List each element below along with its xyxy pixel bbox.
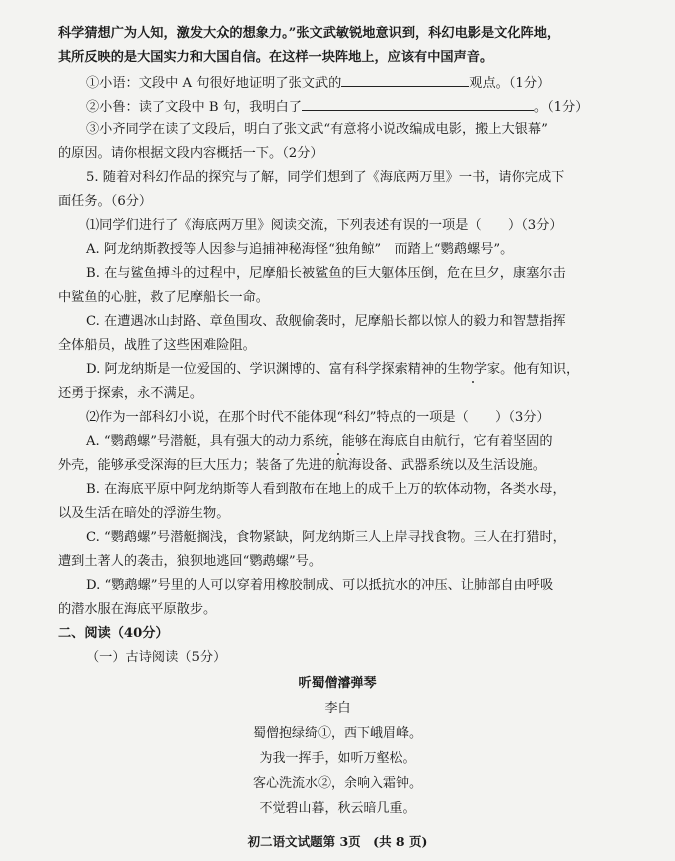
subquestion-1-option-d-line-2: 还勇于探索，永不满足。: [58, 386, 204, 401]
question-5-line-2: 面任务。（6分）: [58, 194, 153, 209]
subquestion-1: ⑴同学们进行了《海底两万里》阅读交流，下列表述有误的一项是（ ）（3分）: [86, 218, 563, 233]
print-speck: [337, 453, 339, 455]
poem-title: 听蜀僧濬弹琴: [298, 676, 377, 691]
subquestion-1-option-c-line-2: 全体船员，战胜了这些困难险阻。: [58, 338, 256, 353]
subquestion-2-option-a-line-1: A. “鹦鹉螺”号潜艇，具有强大的动力系统，能够在海底自由航行，它有着坚固的: [86, 434, 553, 449]
question-3-line-2: 的原因。请你根据文段内容概括一下。（2分）: [58, 146, 324, 161]
question-1-prompt: ①小语：文段中 A 句很好地证明了张文武的: [86, 76, 342, 91]
question-2: [86, 96, 675, 118]
subquestion-2-option-c-line-1: C. “鹦鹉螺”号潜艇搁浅，食物紧缺，阿龙纳斯三人上岸寻找食物。三人在打猎时，: [86, 530, 566, 545]
section-heading-reading: 二、阅读（40分）: [58, 626, 169, 641]
page-footer: 初二语文试题第 3页 (共 8 页): [247, 834, 428, 849]
subsection-heading-poetry: （一）古诗阅读（5分）: [86, 650, 227, 665]
subquestion-2-option-d-line-2: 的潜水服在海底平原散步。: [58, 602, 217, 617]
subquestion-1-option-d-line-1: D. 阿龙纳斯是一位爱国的、学识渊博的、富有科学探索精神的生物学家。他有知识，: [86, 362, 580, 377]
poem-line-4: 不觉碧山暮，秋云暗几重。: [259, 801, 416, 816]
intro-line-2: 其所反映的是大国实力和大国自信。在这样一块阵地上，应该有中国声音。: [58, 50, 494, 65]
print-speck: [472, 381, 474, 383]
subquestion-2-option-d-line-1: D. “鹦鹉螺”号里的人可以穿着用橡胶制成、可以抵抗水的冲压、让肺部自由呼吸: [86, 578, 554, 593]
subquestion-1-option-c-line-1: C. 在遭遇冰山封路、章鱼围攻、敌舰偷袭时，尼摩船长都以惊人的毅力和智慧指挥: [86, 314, 566, 329]
poem-line-3: 客心洗流水②，余响入霜钟。: [252, 776, 422, 791]
subquestion-1-option-b-line-2: 中鲨鱼的心脏，救了尼摩船长一命。: [58, 290, 269, 305]
answer-blank-1[interactable]: [341, 72, 469, 87]
question-2-score: 。（1分）: [533, 100, 589, 115]
subquestion-2-option-a-line-2: 外壳，能够承受深海的巨大压力；装备了先进的航海设备、武器系统以及生活设施。: [58, 458, 546, 473]
question-1-score: 观点。（1分）: [469, 76, 551, 91]
question-2-prompt: ②小鲁：读了文段中 B 句，我明白了: [86, 100, 302, 115]
intro-line-1: 科学猜想广为人知，激发大众的想象力。”张文武敏锐地意识到，科幻电影是文化阵地，: [58, 26, 561, 41]
poem-line-1: 蜀僧抱绿绮①，西下峨眉峰。: [252, 726, 422, 741]
question-1: [86, 72, 675, 94]
poem-author: 李白: [324, 701, 351, 716]
subquestion-1-option-a: A. 阿龙纳斯教授等人因参与追捕神秘海怪“独角鲸” 而踏上“鹦鹉螺号”。: [86, 242, 514, 257]
poem-line-2: 为我一挥手，如听万壑松。: [259, 751, 416, 766]
question-5-line-1: 5. 随着对科幻作品的探究与了解，同学们想到了《海底两万里》一书，请你完成下: [86, 170, 565, 185]
subquestion-2-option-b-line-2: 以及生活在暗处的浮游生物。: [58, 506, 230, 521]
question-3-line-1: ③小齐同学在读了文段后，明白了张文武“有意将小说改编成电影，搬上大银幕”: [86, 122, 548, 137]
answer-blank-2[interactable]: [302, 96, 534, 111]
subquestion-1-option-b-line-1: B. 在与鲨鱼搏斗的过程中，尼摩船长被鲨鱼的巨大躯体压倒，危在旦夕，康塞尔击: [86, 266, 566, 281]
subquestion-2-option-b-line-1: B. 在海底平原中阿龙纳斯等人看到散布在地上的成千上万的软体动物，各类水母，: [86, 482, 566, 497]
subquestion-2-option-c-line-2: 遭到土著人的袭击，狼狈地逃回“鹦鹉螺”号。: [58, 554, 323, 569]
subquestion-2: ⑵作为一部科幻小说，在那个时代不能体现“科幻”特点的一项是（ ）（3分）: [86, 410, 550, 425]
